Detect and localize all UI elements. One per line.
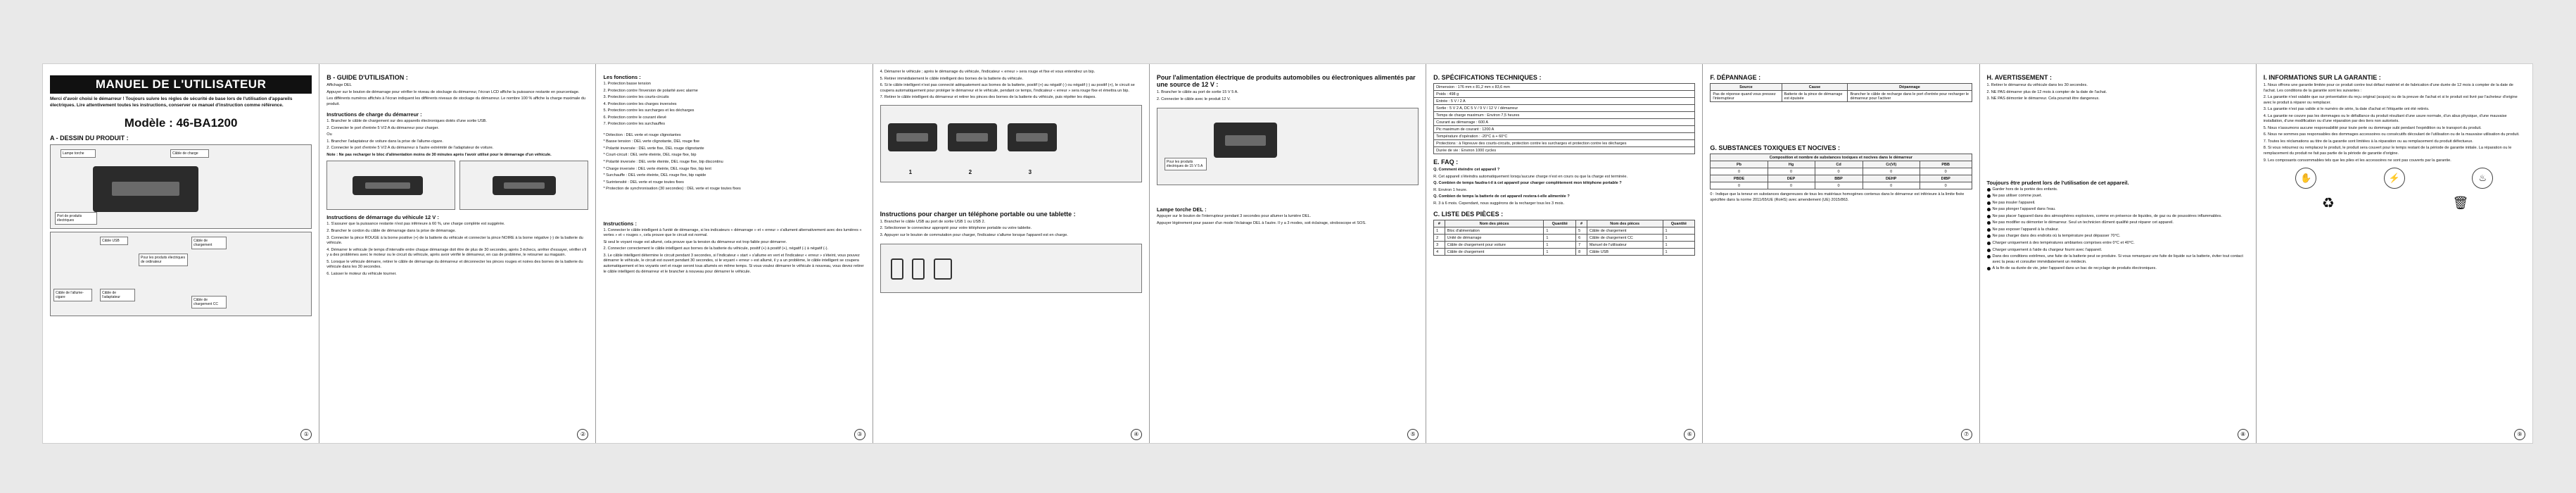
detection-item: * Court-circuit : DEL verte éteinte, DEL rouge fixe, bip <box>603 153 697 158</box>
phone-step: 2. Sélectionner le connecteur approprié pour votre téléphone portable ou votre tablette. <box>880 226 1032 231</box>
step-number: 3 <box>1028 168 1032 175</box>
step-item: 5. Retirer immédiatement le câble intelligent des bornes de la batterie du véhicule. <box>880 76 1024 81</box>
auto-power-illustration <box>1157 108 1419 185</box>
bullet-icon <box>1987 242 1991 245</box>
detection-item: * Polarité inversée : DEL verte fixe, DEL rouge clignotante <box>603 146 704 151</box>
warranty-item: 9. Les composants consommables tels que les piles et les accessoires ne sont pas couverts par la garantie. <box>2263 158 2451 163</box>
table-row: Entrée : 5 V / 2 A <box>1434 98 1695 105</box>
page-number: ⑦ <box>1961 429 1972 440</box>
warranty-item: 3. La garantie n'est pas valide si le numéro de série, la date d'achat et l'étiquette ont été retirés. <box>2263 107 2430 112</box>
recycle-icon: ♻ <box>2321 195 2335 211</box>
phone-step: 3. Appuyer sur le bouton de commutation pour charger, l'indicateur s'allume lorsque l'appareil est en charge. <box>880 232 1068 237</box>
charge-step: 1. Brancher le câble de chargement sur des appareils électroniques dotés d'une sortie USB. <box>326 119 487 124</box>
phone-step: 1. Brancher le câble USB au port de sortie USB 1 ou USB 2. <box>880 219 986 224</box>
table-row: Pas de réponse quand vous pressez l'interrupteur Batterie de la pince de démarrage est épuisée Brancher le câble de recharge dans le port d'entrée pour recharger le démarreur pour l'activer <box>1711 91 1972 102</box>
weee-bin-icon: 🗑 <box>2452 195 2469 210</box>
page-number: ⑤ <box>1407 429 1419 440</box>
instruction-item: 3. Le câble intelligent détermine le circuit pendant 3 secondes, si l'indicateur « start » s'allume en vert et l'indicateur « erreur » s'éteint, vous pouvez démarrer le véhicule, le circuit est ouvert pendant 30 secondes, si le voyant « erreur » est allumé, il y a un problème, le câble intelligent se coupera automatiquement et les voyants vert et rouge seront tous allumés en même temps. Si vous voulez démarrer le véhicule à nouveau, vous devez retirer le câble intelligent du démarreur et le brancher à nouveau pour démarrer le véhicule. <box>603 253 864 274</box>
flashlight-heading: Lampe torche DEL : <box>1156 206 1207 213</box>
troubleshooting-table <box>1710 83 1972 102</box>
page-number: ⑨ <box>2514 429 2525 440</box>
specs-table <box>1433 83 1695 154</box>
step-item: 4. Démarrer le véhicule ; après le démarrage du véhicule, l'indicateur « erreur » sera rouge et fixe et vous entendrez un bip. <box>880 70 1096 74</box>
auto-step: 1. Brancher le câble au port de sortie 15 V 5 A. <box>1156 90 1238 94</box>
list-item: Charger uniquement à l'aide du chargeur fourni avec l'appareil. <box>1987 248 2249 254</box>
led-display-text: Appuyer sur le bouton de démarrage pour vérifier le niveau de stockage du démarreur, l'écran LCD affiche la puissance restante en pourcentage. <box>326 89 580 94</box>
table-row: Courant au démarrage : 600 A <box>1434 119 1695 126</box>
start-steps-continued <box>880 70 1142 101</box>
charge-step: Ou <box>326 132 332 137</box>
table-row: 2 Unité de démarrage 1 6 Câble de chargement CC 1 <box>1434 235 1695 242</box>
panel-9 <box>2257 64 2532 443</box>
list-item: Garder hors de la portée des enfants. <box>1987 187 2249 193</box>
charge-illustrations <box>326 161 588 210</box>
section-f-heading: F. DÉPANNAGE : <box>1710 74 1761 81</box>
manual-sheet <box>42 63 2533 444</box>
list-item: Ne pas exposer l'appareil à la chaleur. <box>1987 227 2249 233</box>
step-number: 1 <box>908 168 913 175</box>
warning-item: 3. NE PAS démonter le démarreur. Cela pourrait être dangereux. <box>1986 96 2100 101</box>
faq-question: Q. Comment éteindre cet appareil ? <box>1433 168 1500 172</box>
substances-note: 0 : Indique que la teneur en substances dangereuses de tous les matériaux homogènes contenus dans le démarreur est inférieure à la limite fixée spécifiée dans la norme 2011/65/UE (RoHS) avec amendement (UE) 2015/863. <box>1710 192 1965 202</box>
table-row: 4 Câble de chargement 1 8 Câble USB 1 <box>1434 249 1695 256</box>
warranty-item: 2. La garantie n'est valable que sur présentation du reçu original (acquis) ou de la preuve de l'achat et si le produit est livré par l'acheteur d'origine avec le produit à réparer ou remplacer. <box>2263 95 2518 105</box>
section-d-heading: D. SPÉCIFICATIONS TECHNIQUES : <box>1433 74 1542 81</box>
bullet-icon <box>1987 235 1991 238</box>
bullet-icon <box>1987 249 1991 252</box>
section-i-heading: I. INFORMATIONS SUR LA GARANTIE : <box>2263 74 2381 81</box>
label-computer-products: Pour les produits électriques de ordinateur <box>139 254 188 266</box>
panel-2 <box>319 64 596 443</box>
charge-step: 2. Connecter le port d'entrée 5 V/2 A du démarreur pour charger. <box>326 125 439 130</box>
detection-item: * Basse tension : DEL verte clignotante, DEL rouge fixe <box>603 139 700 144</box>
function-item: 5. Protection contre les surcharges et les décharges <box>603 108 694 113</box>
section-e-heading: E. FAQ : <box>1433 158 1459 166</box>
table-row: Temps de charge maximum : Environ 7,5 heures <box>1434 112 1695 119</box>
list-item: Dans des conditions extrêmes, une fuite de la batterie peut se produire. Si vous remarquez une fuite de liquide sur la batterie, éviter tout contact avec la peau et consulter immédiatement un médecin. <box>1987 254 2249 265</box>
label-electric-port: Port de produits électriques <box>55 212 97 225</box>
detection-item: * Surchauffe : DEL verte éteinte, DEL rouge fixe, bip rapide <box>603 173 706 178</box>
warranty-item: 6. Nous ne sommes pas responsables des dommages accessoires ou consécutifs découlant de l'utilisation ou de la mauvaise utilisation du produit. <box>2263 132 2520 137</box>
start-step: 2. Brancher le cordon du câble de démarrage dans la prise de démarrage. <box>326 229 456 234</box>
table-header-row: Composition et nombre de substances toxiques et nocives dans le démarreur <box>1711 154 1972 161</box>
page-number: ③ <box>854 429 865 440</box>
warranty-list <box>2264 83 2525 163</box>
table-header-row: Pb Hg Cd Cr(VI) PBB <box>1711 161 1972 168</box>
warranty-item: 5. Nous n'assumons aucune responsabilité pour toute perte ou dommage subi pendant l'expédition ou le transport du produit. <box>2263 125 2482 130</box>
table-row: Poids : 498 g <box>1434 91 1695 98</box>
page-number: ① <box>300 429 312 440</box>
accessories-drawing <box>50 232 312 316</box>
bullet-icon <box>1987 255 1991 258</box>
table-row: Protections : à l'épreuve des courts-circuits, protection contre les surcharges et protection contre les décharges <box>1434 140 1695 147</box>
panel-4 <box>873 64 1150 443</box>
detection-item: * Détection : DEL verte et rouge clignotantes <box>603 132 681 137</box>
mp3-player-icon <box>912 258 925 280</box>
function-item: 2. Protection contre l'inversion de polarité avec alarme <box>603 88 698 93</box>
bullet-icon <box>1987 201 1991 205</box>
bullet-icon <box>1987 208 1991 211</box>
section-h-heading: H. AVERTISSEMENT : <box>1986 74 2052 81</box>
step-item: 6. Si le câble intelligent n'est pas connecté adéquatement aux bornes de la batterie, positif (+) au négatif (-) ou négatif (-) au positif (+), le circuit se coupera automatiquement pour protéger le démarreur et le véhicule, pendant ce temps, l'indicateur « erreur » sera rouge fixe et émettra un bip. <box>880 83 1135 93</box>
instruction-item: 2. Connecter correctement le câble intelligent aux bornes de la batterie du véhicule, positif (+) à positif (+), négatif (-) à négatif (-). <box>603 246 829 251</box>
detection-list <box>603 133 865 192</box>
faq-answer: R. Environ 1 heure. <box>1433 187 1468 192</box>
section-g-heading: G. SUBSTANCES TOXIQUES ET NOCIVES : <box>1710 144 1841 151</box>
start-steps <box>326 222 588 277</box>
faq-question: Q. Combien de temps la batterie de cet appareil restera-t-elle alimentée ? <box>1433 194 1570 199</box>
functions-list <box>603 82 865 127</box>
panel-8 <box>1980 64 2257 443</box>
table-row: Durée de vie : Environ 1000 cycles <box>1434 147 1695 154</box>
table-header-row: PBDE DEP BBP DEHP DIBP <box>1711 175 1972 182</box>
label-dc-cable: Câble de chargement CC <box>191 296 227 308</box>
function-item: 7. Protection contre les surchauffes <box>603 122 666 127</box>
step-item: 7. Retirer le câble intelligent du démarreur et retirer les pinces des bornes de la batterie du véhicule, puis répéter les étapes. <box>880 95 1096 100</box>
faq-question: Q. Combien de temps faudra-t-il à cet appareil pour charger complètement mon téléphone portable ? <box>1433 181 1622 186</box>
warning-item: 1. Retirer le démarreur du véhicule dans les 30 secondes. <box>1986 83 2088 87</box>
table-row: 0 0 0 0 0 <box>1711 168 1972 175</box>
charge-heading: Instructions de charge du démarreur : <box>326 111 422 118</box>
panel-7 <box>1703 64 1979 443</box>
page-number: ⑥ <box>1684 429 1695 440</box>
panel-1 <box>43 64 319 443</box>
table-row: 3 Câble de chargement pour voiture 1 7 Manuel de l'utilisateur 1 <box>1434 242 1695 249</box>
flashlight-text: Appuyer légèrement pour passer d'un mode l'éclairage DEL à l'autre. Il y a 3 modes, soit éclairage, stroboscope et SOS. <box>1156 220 1366 225</box>
function-item: 3. Protection contre les courts-circuits <box>603 95 669 100</box>
jump-starter-drawing <box>93 166 198 212</box>
safety-list <box>1987 187 2249 272</box>
bullet-icon <box>1987 228 1991 232</box>
start-step: 1. S'assurer que la puissance restante n'est pas inférieure à 60 %, une charge complète est suggérée. <box>326 222 505 227</box>
page-number: ④ <box>1131 429 1142 440</box>
warning-item: 2. NE PAS démarrer plus de 12 mois à compter de la date de l'achat. <box>1986 89 2107 94</box>
start-heading: Instructions de démarrage du véhicule 12 V : <box>326 214 439 221</box>
bullet-icon <box>1987 188 1991 192</box>
intro-text: Merci d'avoir choisi le démarreur ! Toujours suivre les règles de sécurité de base lors de l'utilisation d'appareils électriques. Lire attentivement toutes les instructions, conserver ce manuel d'instruction comme référence. <box>50 96 293 108</box>
car-charge-illustration <box>459 161 588 210</box>
list-item: Charger uniquement à des températures ambiantes comprises entre 0°C et 40°C. <box>1987 241 2249 246</box>
table-row: 0 0 0 0 0 <box>1711 182 1972 189</box>
function-item: 4. Protection contre les charges inversées <box>603 101 677 106</box>
page-number: ⑧ <box>2238 429 2249 440</box>
model-number: Modèle : 46-BA1200 <box>124 116 238 130</box>
warranty-item: 8. Si vous retournez ou remplacez le produit, le produit sera couvert pour le temps restant de la période de garantie initiale. La réparation ou le remplacement du produit ne fait pas partie de la période de garantie d'origine. <box>2263 146 2512 156</box>
led-display-label: Affichage DEL <box>326 83 352 87</box>
compliance-icons <box>2264 168 2525 189</box>
page-number: ② <box>577 429 588 440</box>
start-step: 4. Démarrer le véhicule (le temps d'intervalle entre chaque démarrage doit être de plus de 30 secondes, après 3 échecs, arrêter d'essayer, vérifier s'il y a des problèmes avec le moteur ou le circuit du véhicule, après avoir vérifié le démarreur, en cas de problème, le retourner au magasin. <box>326 247 587 258</box>
auto-step: 2. Connecter le câble avec le produit 12 V. <box>1156 96 1231 101</box>
phone-charge-steps <box>880 220 1142 239</box>
list-item: Ne pas placer l'appareil dans des atmosphères explosives, comme en présence de liquides, de gaz ou de poussières inflammables. <box>1987 214 2249 220</box>
section-b-heading: B - GUIDE D'UTILISATION : <box>326 74 408 81</box>
instruction-item: 1. Connecter le câble intelligent à l'unité de démarrage, si les indicateurs « démarrage » et « erreur » s'allument alternativement avec des lumières « vertes » et « rouges », cela prouve que le circuit est normal. <box>603 227 862 238</box>
detection-item: * Charge inversée : DEL verte éteinte, DEL rouge fixe, bip lent <box>603 166 711 171</box>
flashlight-text: Appuyer sur le bouton de l'interrupteur pendant 3 secondes pour allumer la lumière DEL. <box>1156 214 1312 219</box>
manual-title: MANUEL DE L'UTILISATEUR <box>50 75 312 94</box>
product-drawing <box>50 144 312 229</box>
charge-steps <box>326 119 588 151</box>
list-item: À la fin de sa durée de vie, jeter l'appareil dans un bac de recyclage de produits électroniques. <box>1987 266 2249 272</box>
list-item: Ne pas plonger l'appareil dans l'eau. <box>1987 207 2249 213</box>
start-step: 5. Lorsque le véhicule démarre, retirer le câble de démarrage du démarreur et déconnecter les pinces rouges et noires des bornes de la batterie du véhicule dans les 30 secondes. <box>326 259 583 270</box>
bullet-icon <box>1987 221 1991 225</box>
instructions-list <box>603 228 865 275</box>
table-row: Dimension : 176 mm x 81,2 mm x 83,6 mm <box>1434 84 1695 91</box>
charge-step: 1. Brancher l'adaptateur de voiture dans la prise de l'allume-cigare. <box>326 139 443 144</box>
phone-charge-heading: Instructions pour charger un téléphone portable ou une tablette : <box>880 210 1076 218</box>
label-charging-cable: Câble de chargement <box>191 237 227 249</box>
label-usb-cable: Câble USB <box>100 237 128 245</box>
recycling-icons <box>2264 193 2525 213</box>
table-header-row: # Nom des pièces Quantité # Nom des pièces Quantité <box>1434 220 1695 227</box>
starting-sequence-illustration <box>880 105 1142 182</box>
instructions-heading: Instructions : <box>603 220 637 227</box>
detection-item: * Protection de synchronisation (30 secondes) : DEL verte et rouge toutes fixes <box>603 187 741 192</box>
faq-answer: R. 3 à 6 mois. Cependant, nous suggérons de la recharger tous les 3 mois. <box>1433 201 1565 206</box>
label-cigarette-cable: Câble de l'allume-cigare <box>53 289 92 301</box>
label-charge-cable: Câble de charge <box>170 149 209 158</box>
lightning-warning-icon: ⚡ <box>2384 168 2405 189</box>
substances-table <box>1710 154 1972 189</box>
label-flashlight: Lampe torche <box>61 149 96 158</box>
functions-heading: Les fonctions : <box>603 74 641 80</box>
label-12v-products: Pour les produits électriques de 15 V 5 A <box>1165 158 1207 170</box>
wall-charge-illustration <box>326 161 455 210</box>
safety-heading: Toujours être prudent lors de l'utilisation de cet appareil. <box>1986 179 2129 186</box>
label-adapter-cable: Câble de l'adaptateur <box>100 289 135 301</box>
detection-item: * Polarité inversée : DEL verte éteinte, DEL rouge fixe, bip discontinu <box>603 160 723 165</box>
auto-power-steps <box>1157 90 1419 102</box>
detection-item: * Surintensité : DEL verte et rouge toutes fixes <box>603 180 684 185</box>
section-a-heading: A - DESSIN DU PRODUIT : <box>50 134 129 142</box>
table-header-row: Source Cause Dépannage <box>1711 84 1972 91</box>
charge-step: 2. Connecter le port d'entrée 5 V/2 A du démarreur à l'autre extrémité de l'adaptateur de voiture. <box>326 146 494 151</box>
panel-3 <box>596 64 873 443</box>
warranty-item: 4. La garantie ne couvre pas les dommages ou le défaillance du produit résultant d'une usure normale, d'un abus physique, d'une mauvaise installation, d'une modification ou d'une réparation par des tiers non autorisés. <box>2263 113 2507 124</box>
warning-list <box>1987 83 2249 102</box>
table-row: 1 Bloc d'alimentation 1 5 Câble de chargement 1 <box>1434 227 1695 235</box>
parts-table <box>1433 220 1695 256</box>
bullet-icon <box>1987 215 1991 218</box>
instruction-item: Si seul le voyant rouge est allumé, cela prouve que la tension du démarreur est trop faible pour démarrer. <box>603 239 787 244</box>
smartphone-icon <box>891 258 903 280</box>
list-item: Ne pas charger dans des endroits où la température peut dépasser 70°C. <box>1987 234 2249 239</box>
fire-warning-icon: ♨ <box>2472 168 2493 189</box>
step-number: 2 <box>968 168 972 175</box>
faq-answer: R. Cet appareil s'éteindra automatiquement lorsqu'aucune charge n'est en cours ou que la charge est terminée. <box>1433 174 1628 179</box>
list-item: Ne pas insuler l'appareil. <box>1987 201 2249 206</box>
table-row: Température d'opération : -20°C à + 60°C <box>1434 133 1695 140</box>
phone-charge-illustration <box>880 244 1142 293</box>
led-display-text-2: Les différents numéros affichés à l'écran indiquent les différents niveaux de stockage du démarreur. Le nombre 100 % affiche la charge maximale du produit. <box>326 96 586 106</box>
auto-power-heading: Pour l'alimentation électrique de produits automobiles ou électroniques alimentés par une source de 12 V : <box>1156 74 1416 88</box>
panel-5 <box>1150 64 1426 443</box>
warranty-item: 7. Toutes les réclamations au titre de la garantie sont limitées à la réparation ou au remplacement du produit défectueux. <box>2263 139 2473 144</box>
panel-6 <box>1426 64 1703 443</box>
list-item: Ne pas modifier ou démonter le démarreur. Seul un technicien dûment qualifié peut réparer cet appareil. <box>1987 220 2249 226</box>
table-row: Pic maximum de courant : 1200 A <box>1434 126 1695 133</box>
section-c-heading: C. LISTE DES PIÈCES : <box>1433 211 1504 218</box>
start-step: 3. Connecter la pince ROUGE à la borne positive (+) de la batterie du véhicule et connecter la pince NOIRE à la borne négative (-) de la batterie du véhicule. <box>326 235 583 246</box>
warranty-item: 1. Nous offrons une garantie limitée pour ce produit contre tout défaut matériel et de fabrication d'une durée de 12 mois à compter de la date de l'achat. Les conditions de la garantie sont les suivantes : <box>2263 83 2513 93</box>
charge-note: Note : Ne pas recharger le bloc d'alimentation moins de 30 minutes après l'avoir utilisé pour le démarrage d'un véhicule. <box>326 152 552 157</box>
table-row: Sortie : 5 V 2 A, DC 5 V / 9 V / 12 V / démarreur <box>1434 105 1695 112</box>
start-step: 6. Laisser le moteur du véhicule tourner. <box>326 271 397 276</box>
tablet-icon <box>934 258 952 280</box>
function-item: 1. Protection basse tension <box>603 82 651 86</box>
function-item: 6. Protection contre le courant élevé <box>603 115 666 120</box>
bullet-icon <box>1987 267 1991 270</box>
bullet-icon <box>1987 194 1991 198</box>
hand-warning-icon: ✋ <box>2295 168 2316 189</box>
list-item: Ne pas utiliser comme jouet. <box>1987 194 2249 199</box>
